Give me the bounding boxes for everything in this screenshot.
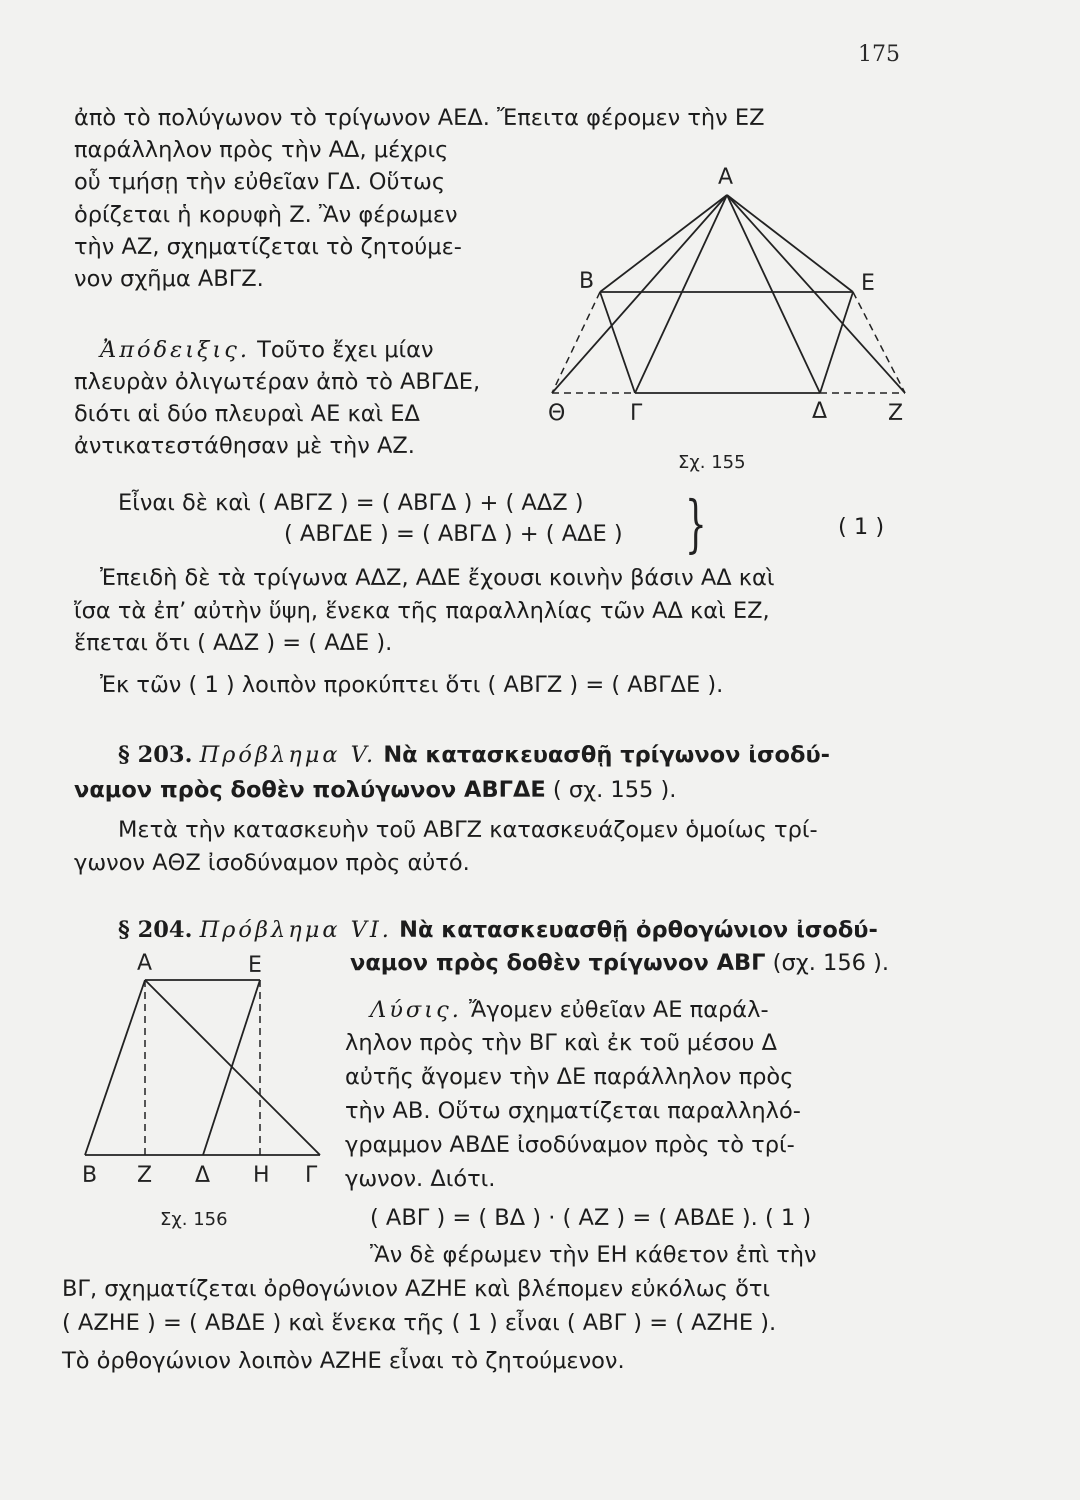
final-line-3: ( ΑΖΗΕ ) = ( ΑΒΔΕ ) καὶ ἕνεκα τῆς ( 1 ) εἶναι ( ΑΒΓ ) = ( ΑΖΗΕ ). xyxy=(62,1310,777,1336)
para1-line-3: οὗ τμήσῃ τὴν εὐθεῖαν ΓΔ. Οὕτως xyxy=(74,169,446,195)
fig155-label-Theta: Θ xyxy=(548,401,566,426)
fig156-label-E: Ε xyxy=(248,953,262,978)
section-203-text-1: Μετὰ τὴν κατασκευὴν τοῦ ΑΒΓΖ κατασκευάζομεν ὁμοίως τρί- xyxy=(118,817,818,843)
fig156-label-A: Α xyxy=(137,951,153,976)
equation-1: Εἶναι δὲ καὶ ( ΑΒΓΖ ) = ( ΑΒΓΔ ) + ( ΑΔΖ ) xyxy=(118,490,584,516)
section-204-title-2: ναμον πρὸς δοθὲν τρίγωνον ΑΒΓ xyxy=(350,950,766,976)
proof-line1-rest: Τοῦτο ἔχει μίαν xyxy=(257,337,434,363)
proof-line-2: πλευρὰν ὀλιγωτέραν ἀπὸ τὸ ΑΒΓΔΕ, xyxy=(74,369,481,395)
figure-156 xyxy=(70,940,340,1230)
fig156-caption: Σχ. 156 xyxy=(160,1209,228,1230)
final-line-4: Τὸ ὀρθογώνιον λοιπὸν ΑΖΗΕ εἶναι τὸ ζητούμενον. xyxy=(62,1348,625,1374)
solution-line-3: αὐτῆς ἄγομεν τὴν ΔΕ παράλληλον πρὸς xyxy=(345,1064,794,1090)
final-line-1: Ἂν δὲ φέρωμεν τὴν ΕΗ κάθετον ἐπὶ τὴν xyxy=(370,1242,817,1268)
section-204-ref: (σχ. 156 ). xyxy=(772,950,890,976)
fig155-label-Delta: Δ xyxy=(812,399,828,424)
fig156-label-Z: Ζ xyxy=(137,1163,153,1188)
para2-line-4: Ἐκ τῶν ( 1 ) λοιπὸν προκύπτει ὅτι ( ΑΒΓΖ ) = ( ΑΒΓΔΕ ). xyxy=(100,672,724,698)
solution-line-4: τὴν ΑΒ. Οὕτω σχηματίζεται παραλληλό- xyxy=(345,1098,801,1124)
equation-label: ( 1 ) xyxy=(838,514,885,540)
solution-line-5: γραμμον ΑΒΔΕ ἰσοδύναμον πρὸς τὸ τρί- xyxy=(345,1132,795,1158)
page-number: 175 xyxy=(858,42,900,67)
fig156-label-B: Β xyxy=(82,1163,98,1188)
para2-line-2: ἴσα τὰ ἐπ’ αὐτὴν ὕψη, ἕνεκα τῆς παραλληλίας τῶν ΑΔ καὶ ΕΖ, xyxy=(74,598,770,624)
proof-line-4: ἀντικατεστάθησαν μὲ τὴν ΑΖ. xyxy=(74,433,415,459)
section-203-title-2: ναμον πρὸς δοθὲν πολύγωνον ΑΒΓΔΕ xyxy=(74,777,546,803)
section-204-number: § 204. xyxy=(118,917,193,943)
solution-line-1 xyxy=(370,995,769,1025)
section-204-label: Πρόβλημα VI. xyxy=(199,917,392,943)
para1-line-1: ἀπὸ τὸ πολύγωνον τὸ τρίγωνον ΑΕΔ. Ἔπειτα φέρομεν τὴν ΕΖ xyxy=(74,105,765,131)
fig155-label-Gamma: Γ xyxy=(630,401,643,426)
solution-line-2: ληλον πρὸς τὴν ΒΓ καὶ ἐκ τοῦ μέσου Δ xyxy=(345,1030,777,1056)
equation-brace: } xyxy=(685,487,707,560)
fig155-label-Z: Ζ xyxy=(888,401,904,426)
solution-equation: ( ΑΒΓ ) = ( ΒΔ ) · ( ΑΖ ) = ( ΑΒΔΕ ). ( 1 ) xyxy=(370,1205,812,1231)
section-204-title-1: Νὰ κατασκευασθῇ ὀρθογώνιον ἰσοδύ- xyxy=(399,917,878,943)
solution-line-6: γωνον. Διότι. xyxy=(345,1166,496,1192)
proof-line-3: διότι αἱ δύο πλευραὶ ΑΕ καὶ ΕΔ xyxy=(74,401,420,427)
section-204-title-line-2 xyxy=(350,948,889,978)
section-203-text-2: γωνον ΑΘΖ ἰσοδύναμον πρὸς αὐτό. xyxy=(74,850,470,876)
para1-line-6: νον σχῆμα ΑΒΓΖ. xyxy=(74,266,264,292)
fig155-caption: Σχ. 155 xyxy=(678,452,746,473)
equation-2: ( ΑΒΓΔΕ ) = ( ΑΒΓΔ ) + ( ΑΔΕ ) xyxy=(284,521,623,547)
fig155-label-B: Β xyxy=(579,269,595,294)
fig155-label-E: Ε xyxy=(861,271,875,296)
solution-heading: Λύσις. xyxy=(370,997,462,1023)
section-203-ref: ( σχ. 155 ). xyxy=(552,777,677,803)
solution-line1-rest: Ἄγομεν εὐθεῖαν ΑΕ παράλ- xyxy=(469,997,769,1023)
section-203-heading xyxy=(118,740,830,770)
section-203-title-1: Νὰ κατασκευασθῇ τρίγωνον ἰσοδύ- xyxy=(383,742,831,768)
section-203-number: § 203. xyxy=(118,742,193,768)
para1-line-2: παράλληλον πρὸς τὴν ΑΔ, μέχρις xyxy=(74,137,449,163)
proof-heading: Ἀπόδειξις. xyxy=(100,337,250,363)
fig156-label-Delta: Δ xyxy=(195,1163,211,1188)
proof-line-1 xyxy=(100,335,434,365)
final-line-2: ΒΓ, σχηματίζεται ὀρθογώνιον ΑΖΗΕ καὶ βλέπομεν εὐκόλως ὅτι xyxy=(62,1276,770,1302)
section-203-title-line-2 xyxy=(74,775,676,805)
para2-line-3: ἕπεται ὅτι ( ΑΔΖ ) = ( ΑΔΕ ). xyxy=(74,630,393,656)
para1-line-4: ὁρίζεται ἡ κορυφὴ Ζ. Ἂν φέρωμεν xyxy=(74,202,458,228)
para1-line-5: τὴν ΑΖ, σχηματίζεται τὸ ζητούμε- xyxy=(74,234,462,260)
fig156-label-H: Η xyxy=(253,1163,270,1188)
section-203-label: Πρόβλημα V. xyxy=(199,742,377,768)
fig155-label-A: Α xyxy=(718,165,734,190)
figure-155 xyxy=(535,150,935,480)
para2-line-1: Ἐπειδὴ δὲ τὰ τρίγωνα ΑΔΖ, ΑΔΕ ἔχουσι κοινὴν βάσιν ΑΔ καὶ xyxy=(100,565,775,591)
fig156-label-Gamma: Γ xyxy=(305,1163,318,1188)
